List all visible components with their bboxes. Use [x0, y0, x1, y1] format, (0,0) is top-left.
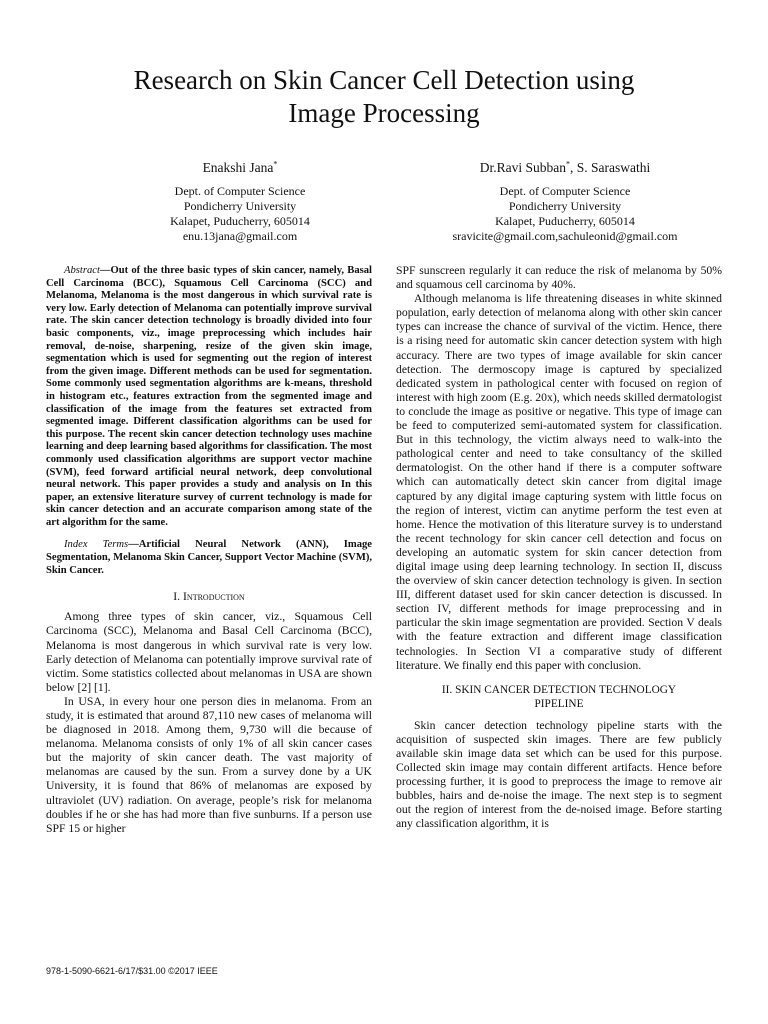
intro-paragraph-1: Among three types of skin cancer, viz., Squamous Cell Carcinoma (SCC), Melanoma and Basal Cell Carcinoma (BCC), Melanoma is most dangerous in which survival rate is very low. Early detection of Melanoma can potentially improve survival rate of victim. Some statistics collected about melanomas in USA are shown below [2] [1].: [46, 610, 372, 694]
author-university: Pondicherry University: [508, 199, 622, 213]
paper-title: [60, 64, 708, 130]
corresponding-mark: *: [566, 159, 570, 169]
corresponding-mark: *: [273, 159, 278, 169]
coauthor-name: , S. Saraswathi: [570, 160, 651, 175]
index-terms-text: —Artificial Neural Network (ANN), Image Segmentation, Melanoma Skin Cancer, Support Vector Machine (SVM), Skin Cancer.: [46, 539, 372, 576]
section-heading-introduction: [46, 590, 372, 604]
index-terms: [46, 539, 372, 577]
author-dept: Dept. of Computer Science: [174, 184, 306, 198]
left-column: [46, 265, 372, 836]
intro-paragraph-continued: SPF sunscreen regularly it can reduce the risk of melanoma by 50% and squamous cell carcinoma by 40%.: [396, 264, 722, 292]
author-dept: Dept. of Computer Science: [499, 184, 631, 198]
author-name-line: [415, 160, 715, 175]
author-name: Dr.Ravi Subban: [479, 160, 566, 175]
author-name-line: [90, 160, 390, 175]
author-email[interactable]: sravicite@gmail.com,sachuleonid@gmail.com: [452, 229, 678, 243]
section-title-line-2: PIPELINE: [534, 697, 584, 710]
section-heading-pipeline: [396, 683, 722, 711]
author-address: Kalapet, Puducherry, 605014: [495, 214, 635, 228]
title-line-1: Research on Skin Cancer Cell Detection using: [133, 65, 635, 95]
abstract-text: —Out of the three basic types of skin cancer, namely, Basal Cell Carcinoma (BCC), Squamous Cell Carcinoma (SCC) and Melanoma, Melanoma is the most dangerous in which survival rate is very low. Early detection of Melanoma can potentially improve survival rate. The skin cancer detection technology is broadly divided into four basic components, viz., image preprocessing which includes hair removal, de-noise, sharpening, resize of the given skin image, segmentation which is used for segmenting out the region of interest from the given image. Different methods can be used for segmentation. Some commonly used segmentation algorithms are k-means, threshold in histogram etc., features extraction from the segmented image and classification of the image from the features set extracted from segmented image. Different classification algorithms can be used for this purpose. The recent skin cancer detection technology uses machine learning and deep learning based algorithms for classification. The most commonly used classification algorithms are support vector machine (SVM), feed forward artificial neural network, deep convolutional neural network. This paper provides a study and analysis on In this paper, an extensive literature survey of current technology is made for skin cancer detection and an accurate comparison among state of the art algorithm for the same.: [46, 265, 372, 528]
title-line-2: Image Processing: [288, 98, 480, 128]
copyright-footer: 978-1-5090-6621-6/17/$31.00 ©2017 IEEE: [46, 966, 218, 976]
pipeline-paragraph-1: Skin cancer detection technology pipeline starts with the acquisition of suspected skin images. There are few publicly available skin image data set which can be used for this purpose. Collected skin image may contain different artifacts. Hence before processing further, it is good to preprocess the image to remove air bubbles, hairs and de-noise the image. The next step is to segment out the region of interest from the de-noised image. Before starting any classification algorithm, it is: [396, 718, 722, 831]
author-block-right: [415, 160, 715, 244]
author-block-left: [90, 160, 390, 244]
abstract: [46, 265, 372, 529]
abstract-label: Abstract: [64, 265, 100, 276]
intro-paragraph-2: In USA, in every hour one person dies in melanoma. From an study, it is estimated that around 87,110 new cases of melanoma will be diagnosed in 2018. Among them, 9,730 will die because of melanoma. Melanoma consists of only 1% of all skin cancer cases but the majority of skin cancer death. The vast majority of melanomas are caused by the sun. From a survey done by a UK University, it is found that 86% of melanomas are exposed by ultraviolet (UV) radiation. On average, people’s risk for melanoma doubles if he or she has had more than five sunburns. If a person use SPF 15 or higher: [46, 694, 372, 835]
author-name: Enakshi Jana: [202, 160, 274, 175]
right-column: [396, 264, 722, 831]
intro-paragraph-3: Although melanoma is life threatening diseases in white skinned population, early detection of melanoma along with other skin cancer types can increase the chance of survival of the victim. Hence, there is a rising need for automatic skin cancer detection system with high accuracy. There are two types of image available for skin cancer detection. The dermoscopy image is captured by specialized dedicated system in pathological center with focused on region of interest with high zoom (E.g. 20x), which needs skilled dermatologist to conclude the image as positive or negative. This type of image can be feed to computerized semi-automated system for classification. But in this technology, the victim always need to walk-into the pathological center and need to take consultancy of the skilled dermatologist. On the other hand if there is a computer software which can automatically detect skin cancer from digital image captured by any digital image capturing system with little focus on the region of interest, victim can anytime perform the test even at home. Hence the motivation of this literature survey is to understand the recent technology for skin cancer cell detection and focus on developing an automatic system for skin cancer detection from digital image using deep learning technology. In section II, discuss the overview of skin cancer detection technology is given. In section III, different dataset used for skin cancer detection is discussed. In section IV, different methods for image preprocessing and in particular the skin image segmentation are provided. Section V deals with the feature extraction and different image classification technologies. In Section VI a comparative study of different literature. We finally end this paper with conclusion.: [396, 292, 722, 672]
author-address: Kalapet, Puducherry, 605014: [170, 214, 310, 228]
section-title-line-1: II. SKIN CANCER DETECTION TECHNOLOGY: [441, 683, 677, 696]
author-university: Pondicherry University: [183, 199, 297, 213]
section-number: I.: [173, 590, 184, 604]
index-terms-label: Index Terms: [64, 539, 129, 551]
author-email[interactable]: enu.13jana@gmail.com: [182, 229, 298, 243]
section-title: Introduction: [183, 590, 245, 604]
